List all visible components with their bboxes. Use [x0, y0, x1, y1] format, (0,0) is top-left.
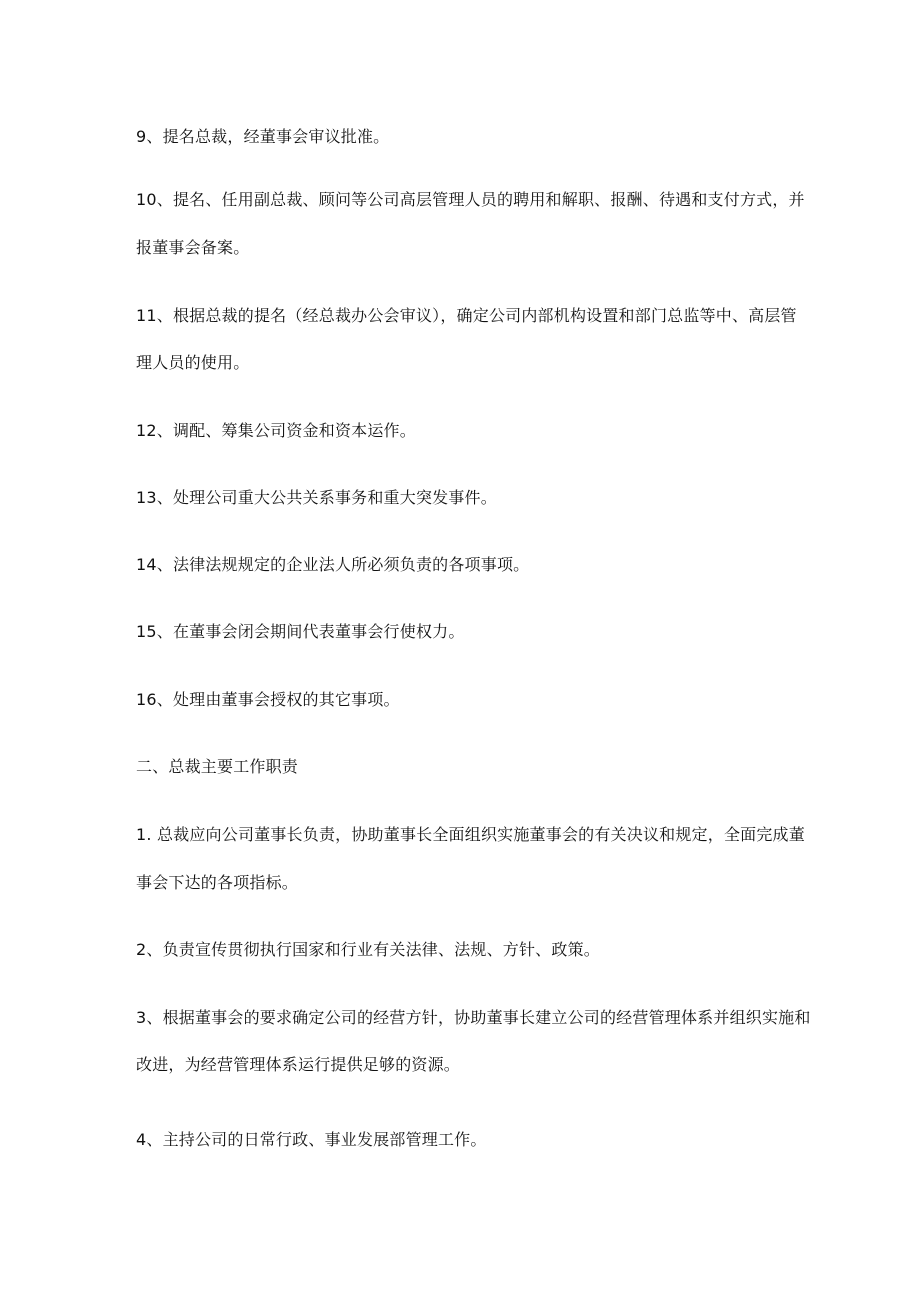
paragraph-item-16: 16、处理由董事会授权的其它事项。	[136, 690, 400, 709]
section-item-3-line-1: 3、根据董事会的要求确定公司的经营方针，协助董事长建立公司的经营管理体系并组织实施和	[136, 1008, 811, 1027]
paragraph-item-15: 15、在董事会闭会期间代表董事会行使权力。	[136, 622, 465, 641]
paragraph-item-9: 9、提名总裁，经董事会审议批准。	[136, 127, 390, 146]
section-item-2: 2、负责宣传贯彻执行国家和行业有关法律、法规、方针、政策。	[136, 940, 600, 959]
paragraph-item-10-line-1: 10、提名、任用副总裁、顾问等公司高层管理人员的聘用和解职、报酬、待遇和支付方式，并	[136, 190, 805, 209]
paragraph-item-13: 13、处理公司重大公共关系事务和重大突发事件。	[136, 488, 497, 507]
section-item-1-line-1: 1. 总裁应向公司董事长负责，协助董事长全面组织实施董事会的有关决议和规定，全面完成董	[136, 825, 805, 844]
paragraph-item-11-line-1: 11、根据总裁的提名（经总裁办公会审议），确定公司内部机构设置和部门总监等中、高层管	[136, 306, 797, 325]
section-item-1-line-2: 事会下达的各项指标。	[136, 873, 299, 892]
paragraph-item-12: 12、调配、筹集公司资金和资本运作。	[136, 421, 416, 440]
paragraph-item-14: 14、法律法规规定的企业法人所必须负责的各项事项。	[136, 555, 530, 574]
paragraph-item-11-line-2: 理人员的使用。	[136, 353, 250, 372]
section-item-3-line-2: 改进，为经营管理体系运行提供足够的资源。	[136, 1055, 461, 1074]
section-item-4: 4、主持公司的日常行政、事业发展部管理工作。	[136, 1130, 487, 1149]
paragraph-item-10-line-2: 报董事会备案。	[136, 238, 250, 257]
section-heading: 二、总裁主要工作职责	[136, 757, 299, 776]
